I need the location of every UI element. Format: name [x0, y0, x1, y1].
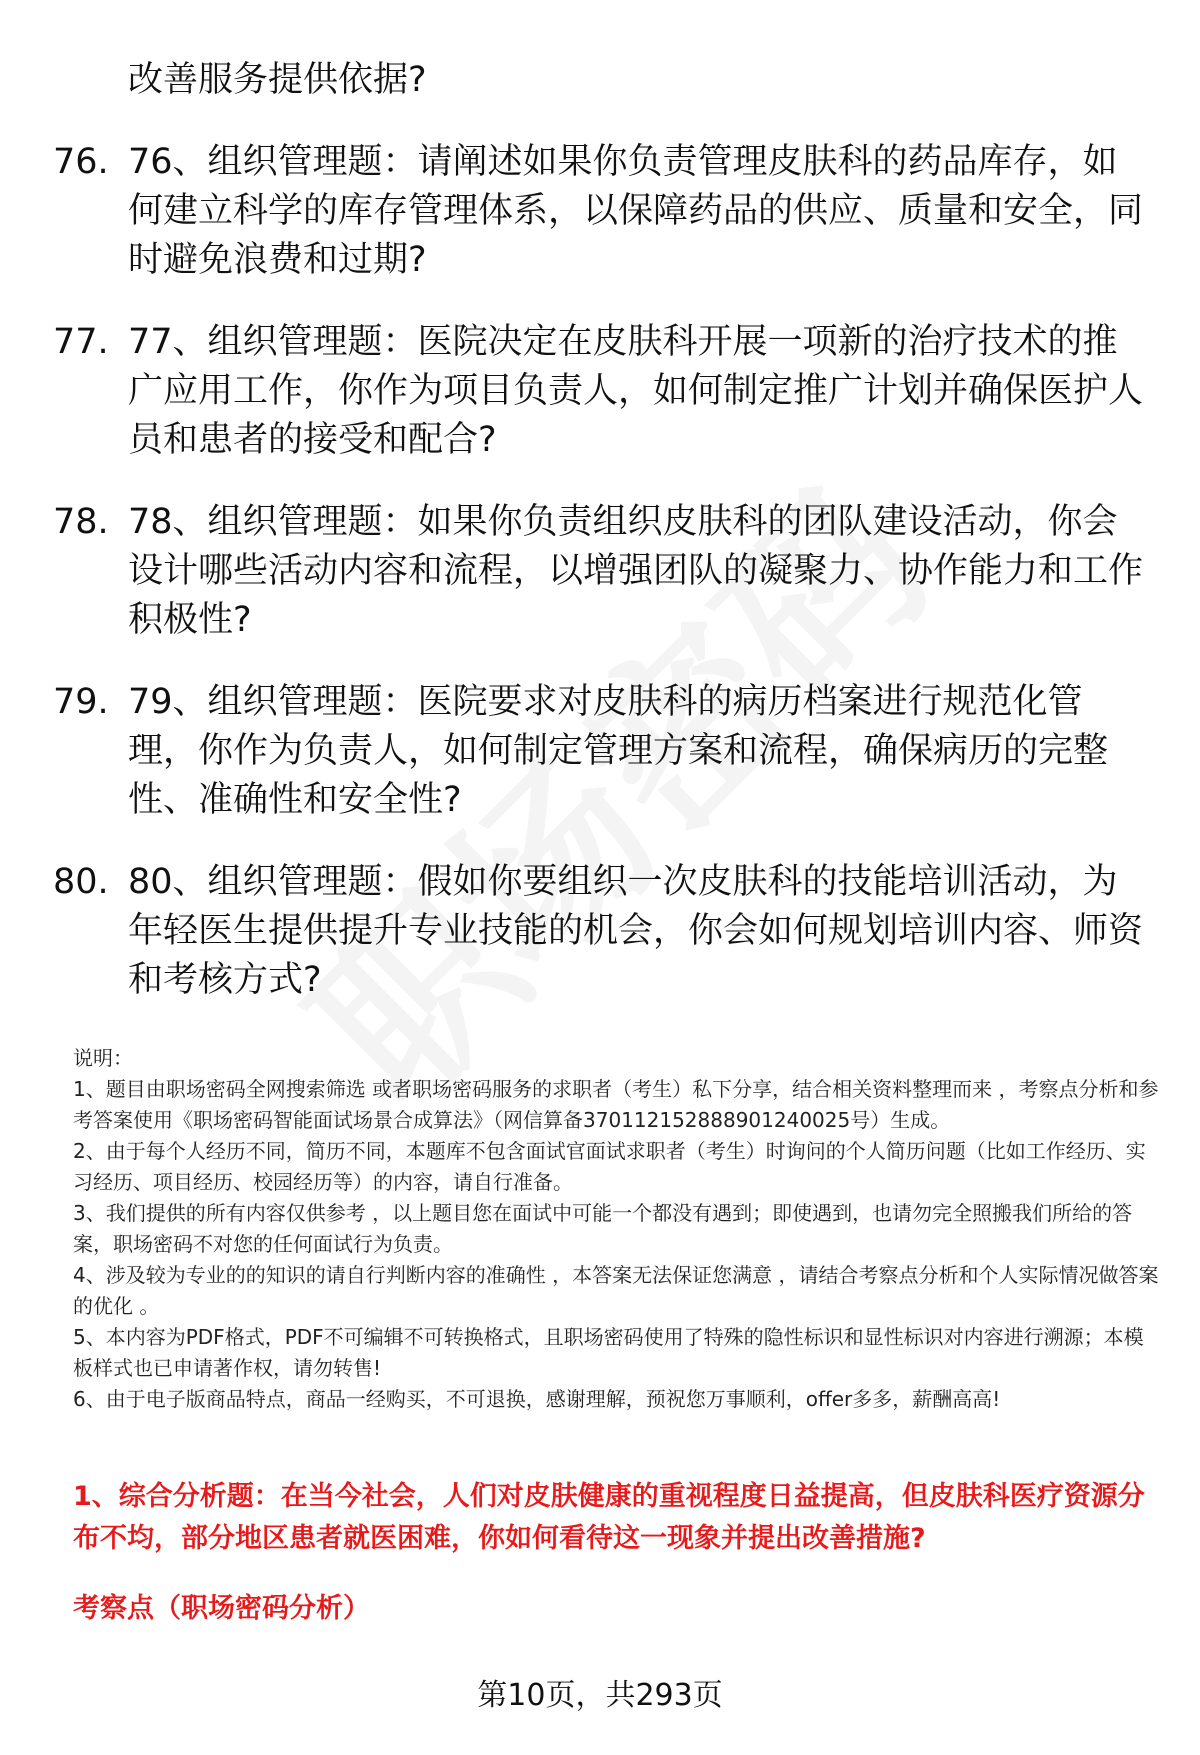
question-item	[0, 138, 1200, 285]
question-item	[0, 318, 1200, 465]
note-item: 1、题目由职场密码全网搜索筛选 或者职场密码服务的求职者（考生）私下分享，结合相关资料整理而来 ，考察点分析和参考答案使用《职场密码智能面试场景合成算法》（网信算备370112152888901240025号）生成。	[73, 1077, 1159, 1132]
question-text: 改善服务提供依据?	[128, 60, 427, 100]
question-number: 76.	[53, 142, 109, 182]
question-text: 79、组织管理题：医院要求对皮肤科的病历档案进行规范化管理，你作为负责人，如何制定管理方案和流程，确保病历的完整性、准确性和安全性?	[128, 682, 1109, 820]
note-item: 3、我们提供的所有内容仅供参考 ，以上题目您在面试中可能一个都没有遇到；即使遇到，也请勿完全照搬我们所给的答案，职场密码不对您的任何面试行为负责。	[73, 1201, 1133, 1256]
question-item	[0, 498, 1200, 645]
note-item: 5、本内容为PDF格式，PDF不可编辑不可转换格式，且职场密码使用了特殊的隐性标识和显性标识对内容进行溯源；本模板样式也已申请著作权，请勿转售!	[73, 1325, 1144, 1380]
question-continuation	[0, 56, 1200, 105]
question-list	[0, 56, 1200, 1038]
section-heading: 考察点（职场密码分析）	[73, 1593, 370, 1624]
question-item	[0, 858, 1200, 1005]
note-item: 6、由于电子版商品特点，商品一经购买，不可退换，感谢理解，预祝您万事顺利，offer多多，薪酬高高!	[73, 1387, 1001, 1411]
note-item: 2、由于每个人经历不同，简历不同，本题库不包含面试官面试求职者（考生）时询问的个人简历问题（比如工作经历、实习经历、项目经历、校园经历等）的内容，请自行准备。	[73, 1139, 1146, 1194]
question-number: 78.	[53, 502, 109, 542]
next-question-heading: 1、综合分析题：在当今社会，人们对皮肤健康的重视程度日益提高，但皮肤科医疗资源分布不均，部分地区患者就医困难，你如何看待这一现象并提出改善措施?	[73, 1481, 1145, 1554]
question-text: 77、组织管理题：医院决定在皮肤科开展一项新的治疗技术的推广应用工作，你作为项目负责人，如何制定推广计划并确保医护人员和患者的接受和配合?	[128, 322, 1144, 460]
question-number: 79.	[53, 682, 109, 722]
question-number: 80.	[53, 862, 109, 902]
page-footer: 第10页，共293页	[477, 1678, 723, 1713]
notes-title: 说明：	[73, 1046, 133, 1070]
notes-section	[73, 1043, 1163, 1415]
question-text: 80、组织管理题：假如你要组织一次皮肤科的技能培训活动，为年轻医生提供提升专业技能的机会，你会如何规划培训内容、师资和考核方式?	[128, 862, 1144, 1000]
question-number: 77.	[53, 322, 109, 362]
question-text: 76、组织管理题：请阐述如果你负责管理皮肤科的药品库存，如何建立科学的库存管理体系，以保障药品的供应、质量和安全，同时避免浪费和过期?	[128, 142, 1144, 280]
note-item: 4、涉及较为专业的的知识的请自行判断内容的准确性 ，本答案无法保证您满意 ，请结合考察点分析和个人实际情况做答案的优化 。	[73, 1263, 1159, 1318]
question-text: 78、组织管理题：如果你负责组织皮肤科的团队建设活动，你会设计哪些活动内容和流程，以增强团队的凝聚力、协作能力和工作积极性?	[128, 502, 1144, 640]
question-item	[0, 678, 1200, 825]
